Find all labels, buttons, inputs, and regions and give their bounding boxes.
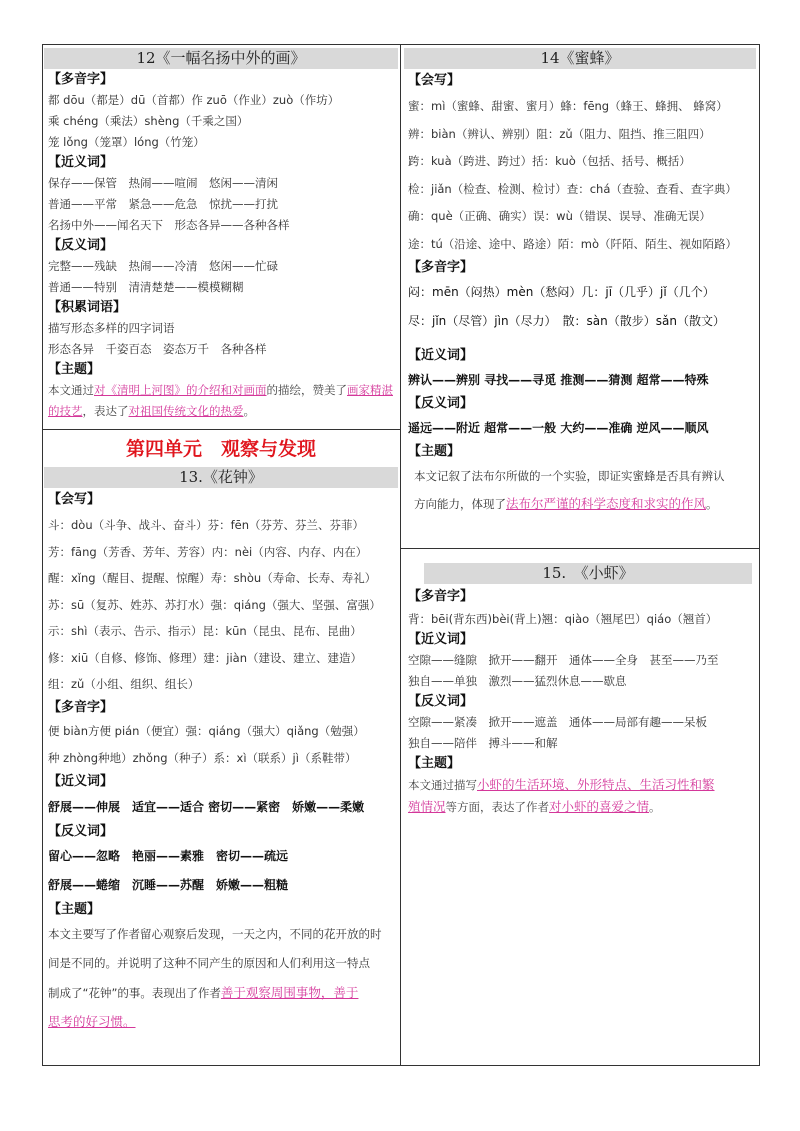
lesson14-synonym-head: 【近义词】	[408, 348, 474, 363]
lesson15-antonym-line: 空隙——紧凑 掀开——遮盖 通体——局部有趣——呆板	[408, 715, 707, 729]
left-divider	[42, 429, 401, 430]
lesson12-accumulate-line: 形态各异 千姿百态 姿态万千 各种各样	[48, 342, 267, 356]
lesson12-accumulate-line: 描写形态多样的四字词语	[48, 321, 175, 335]
lesson12-polyphone-line: 笼 lǒng（笼罩）lóng（竹笼）	[48, 135, 205, 149]
lesson15-synonym-line: 独自——单独 激烈——猛烈休息——歇息	[408, 674, 627, 688]
lesson13-polyphone-head: 【多音字】	[48, 699, 114, 715]
lesson15-synonym-head: 【近义词】	[408, 632, 474, 647]
lesson15-antonym-head: 【反义词】	[408, 694, 474, 709]
lesson15-theme-head: 【主题】	[408, 756, 461, 771]
lesson14-theme-head: 【主题】	[408, 444, 461, 459]
theme-highlight: 法布尔严谨的科学态度和求实的作风	[506, 496, 707, 511]
right-divider	[400, 548, 760, 549]
lesson13-write-line: 醒：xǐng（醒目、提醒、惊醒）寿：shòu（寿命、长寿、寿礼）	[48, 571, 377, 585]
theme-highlight: 思考的好习惯。	[48, 1013, 136, 1029]
theme-highlight: 对祖国传统文化的热爱	[128, 404, 244, 418]
lesson13-polyphone-line: 便 biàn方便 pián（便宜）强：qiáng（强大）qiǎng（勉强）	[48, 723, 365, 738]
lesson12-theme-head: 【主题】	[48, 362, 101, 377]
lesson13-write-line: 修：xiū（自修、修饰、修理）建：jiàn（建设、建立、建造）	[48, 650, 363, 665]
lesson13-theme-head: 【主题】	[48, 901, 101, 917]
lesson14-polyphone-line: 尽：jǐn（尽管）jìn（尽力） 散：sàn（散步）sǎn（散文）	[408, 314, 725, 328]
lesson14-write-head: 【会写】	[408, 73, 461, 88]
lesson13-theme-line	[48, 978, 398, 1007]
lesson15-theme	[408, 774, 753, 818]
unit4-title: 第四单元 观察与发现	[125, 438, 316, 460]
theme-highlight: 画家精湛的技艺	[48, 383, 393, 418]
lesson15-polyphone-head: 【多音字】	[408, 589, 474, 604]
lesson14-section	[404, 48, 756, 518]
lesson12-theme	[48, 380, 398, 422]
lesson13-theme-line: 间是不同的。并说明了这种不同产生的原因和人们利用这一特点	[48, 955, 370, 970]
theme-highlight: 对《清明上河图》的介绍和对画面	[94, 383, 267, 397]
theme-text: 等方面，表达了作者	[445, 800, 550, 814]
lesson13-antonym-line: 留心——忽略 艳丽——素雅 密切——疏远	[48, 848, 289, 863]
lesson13-antonym-head: 【反义词】	[48, 823, 114, 839]
lesson12-synonym-line: 保存——保管 热闹——喧闹 悠闲——清闲	[48, 176, 278, 190]
lesson12-accumulate-head: 【积累词语】	[48, 300, 127, 315]
theme-text: 本文通过描写	[408, 778, 477, 792]
theme-text: 的描绘，赞美了	[266, 383, 347, 397]
lesson13-polyphone-line: 种 zhòng种地）zhǒng（种子）系：xì（联系）jì（系鞋带）	[48, 750, 357, 765]
lesson12-synonym-line: 名扬中外——闻名天下 形态各异——各种各样	[48, 218, 290, 232]
lesson15-synonym-line: 空隙——缝隙 掀开——翻开 通体——全身 甚至——乃至	[408, 653, 719, 667]
lesson14-polyphone-line: 闷：mēn（闷热）mèn（愁闷）几：jī（几乎）jǐ（几个）	[408, 285, 715, 299]
theme-highlight: 小虾的生活环境、外形特点、生活习性和繁	[477, 777, 715, 792]
lesson14-theme-line: 本文记叙了法布尔所做的一个实验，即证实蜜蜂是否具有辨认	[414, 469, 725, 483]
lesson13-write-line: 苏：sū（复苏、姓苏、苏打水）强：qiáng（强大、坚强、富强）	[48, 597, 381, 612]
lesson14-write-line: 确：què（正确、确实）误：wù（错误、误导、准确无误）	[408, 209, 711, 223]
lesson14-write-line: 跨：kuà（跨进、跨过）括：kuò（包括、括号、概括）	[408, 154, 691, 168]
lesson14-theme-line	[408, 490, 756, 518]
lesson13-write-line: 组：zǔ（小组、组织、组长）	[48, 677, 200, 691]
lesson12-polyphone-head: 【多音字】	[48, 72, 114, 87]
lesson12-antonym-head: 【反义词】	[48, 238, 114, 253]
lesson13-write-head: 【会写】	[48, 492, 101, 507]
theme-text: 方向能力，体现了	[414, 497, 506, 511]
theme-text: 本文通过	[48, 383, 94, 397]
lesson12-polyphone-line: 都 dōu（都是）dū（首都）作 zuō（作业）zuò（作坊）	[48, 93, 340, 107]
lesson13-title: 13.《花钟》	[44, 467, 398, 488]
lesson15-title: 15. 《小虾》	[424, 563, 752, 584]
theme-highlight: 殖情况	[408, 799, 446, 814]
lesson12-section	[44, 48, 398, 422]
lesson14-title: 14《蜜蜂》	[404, 48, 756, 69]
lesson14-write-line: 辨：biàn（辨认、辨别）阻：zǔ（阻力、阻挡、推三阻四）	[408, 126, 711, 141]
lesson12-antonym-line: 普通——特别 清清楚楚——模模糊糊	[48, 280, 244, 294]
lesson14-antonym-head: 【反义词】	[408, 396, 474, 411]
lesson14-write-line: 途：tú（沿途、途中、路途）陌：mò（阡陌、陌生、视如陌路）	[408, 236, 738, 251]
lesson13-theme-line: 本文主要写了作者留心观察后发现，一天之内，不同的花开放的时	[48, 926, 382, 941]
lesson13-synonym-line: 舒展——伸展 适宜——适合 密切——紧密 娇嫩——柔嫩	[48, 799, 365, 814]
lesson15-polyphone-line: 背：bēi(背东西)bèi(背上)翘：qiào（翘尾巴）qiáo（翘首）	[408, 612, 718, 626]
lesson13-section	[44, 434, 398, 1036]
lesson13-theme-line	[48, 1007, 398, 1036]
theme-highlight: 善于观察周围事物，善于	[220, 984, 359, 1000]
theme-highlight: 对小虾的喜爱之情	[549, 799, 650, 814]
theme-text: 。	[243, 404, 255, 418]
theme-text: 。	[706, 497, 718, 511]
lesson12-polyphone-line: 乘 chéng（乘法）shèng（千乘之国）	[48, 114, 249, 128]
lesson13-synonym-head: 【近义词】	[48, 773, 114, 789]
lesson14-polyphone-head: 【多音字】	[408, 260, 474, 275]
lesson13-write-line: 斗：dòu（斗争、战斗、奋斗）芬：fēn（芬芳、芬兰、芬菲）	[48, 518, 365, 532]
lesson14-antonym-line: 遥远——附近 超常——一般 大约——准确 逆风——顺风	[408, 421, 709, 435]
lesson14-write-line: 蜜：mì（蜜蜂、甜蜜、蜜月）蜂：fēng（蜂王、蜂拥、 蜂窝）	[408, 99, 728, 113]
lesson14-write-line: 检：jiǎn（检查、检测、检讨）查：chá（查验、查看、查字典）	[408, 181, 737, 196]
lesson13-write-line: 示：shì（表示、告示、指示）昆：kūn（昆虫、昆布、昆曲）	[48, 624, 362, 638]
lesson15-section	[404, 563, 756, 818]
lesson13-write-line: 芳：fāng（芳香、芳年、芳容）内：nèi（内容、内存、内在）	[48, 544, 368, 559]
lesson14-synonym-line: 辨认——辨别 寻找——寻觅 推测——猜测 超常——特殊	[408, 373, 709, 387]
lesson12-antonym-line: 完整——残缺 热闹——冷清 悠闲——忙碌	[48, 259, 278, 273]
theme-text: 。	[649, 800, 661, 814]
lesson13-antonym-line: 舒展——蜷缩 沉睡——苏醒 娇嫩——粗糙	[48, 877, 289, 892]
theme-text: 制成了“花钟”的事。表现出了作者	[48, 985, 221, 1000]
theme-text: ，表达了	[82, 404, 129, 418]
lesson12-title: 12《一幅名扬中外的画》	[44, 48, 398, 69]
column-divider	[400, 44, 401, 1066]
lesson12-synonym-head: 【近义词】	[48, 155, 114, 170]
lesson15-antonym-line: 独自——陪伴 搏斗——和解	[408, 736, 558, 750]
lesson12-synonym-line: 普通——平常 紧急——危急 惊扰——打扰	[48, 197, 278, 211]
